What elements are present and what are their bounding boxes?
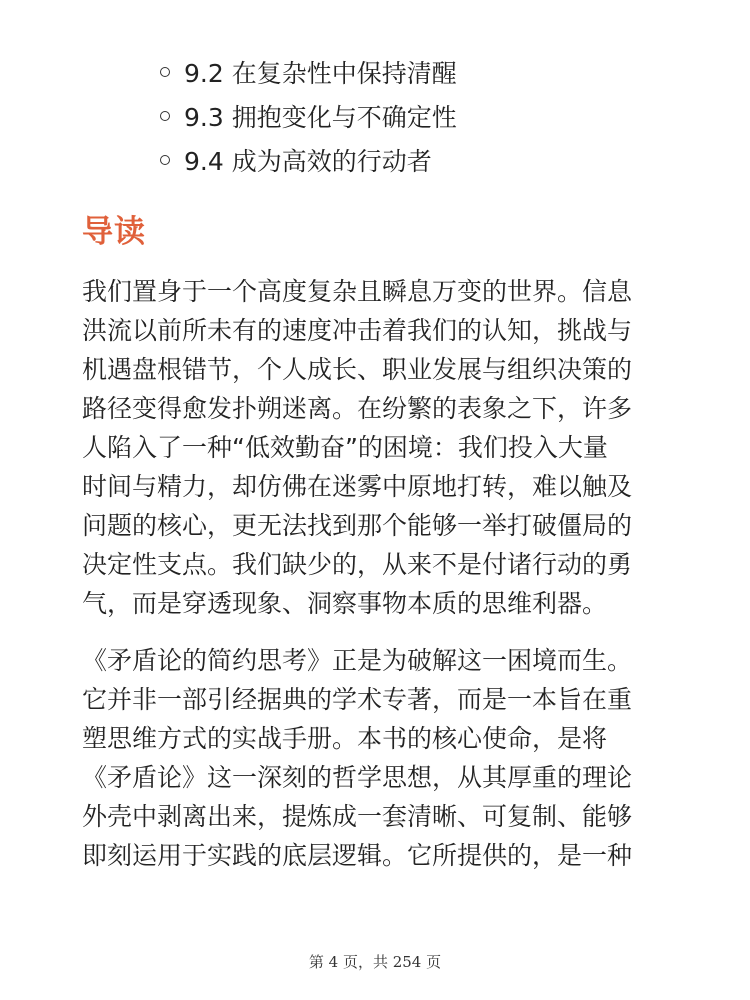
circle-bullet-icon [160, 67, 170, 77]
paragraph-line: 决定性支点。我们缺少的，从来不是付诸行动的勇 [82, 550, 633, 579]
toc-item-9-2[interactable] [160, 50, 457, 94]
paragraph-line: 洪流以前所未有的速度冲击着我们的认知，挑战与 [82, 316, 633, 345]
toc-item-9-4[interactable] [160, 138, 457, 182]
toc-item-9-3[interactable] [160, 94, 457, 138]
paragraph-line: 即刻运用于实践的底层逻辑。它所提供的，是一种 [82, 841, 633, 870]
toc-item-label: 9.2 在复杂性中保持清醒 [184, 59, 457, 88]
paragraph-line: 人陷入了一种“低效勤奋”的困境：我们投入大量 [82, 433, 608, 462]
paragraph-line: 塑思维方式的实战手册。本书的核心使命，是将 [82, 724, 608, 753]
page-number-footer: 第 4 页，共 254 页 [308, 953, 442, 971]
paragraph-line: 《矛盾论》这一深刻的哲学思想，从其厚重的理论 [82, 763, 633, 792]
circle-bullet-icon [160, 155, 170, 165]
section-heading: 导读 [82, 214, 146, 250]
paragraph-line: 它并非一部引经据典的学术专著，而是一本旨在重 [82, 685, 633, 714]
paragraph-line: 时间与精力，却仿佛在迷雾中原地打转，难以触及 [82, 472, 633, 501]
toc-item-label: 9.4 成为高效的行动者 [184, 147, 432, 176]
paragraph-2 [82, 641, 632, 875]
paragraph-line: 气，而是穿透现象、洞察事物本质的思维利器。 [82, 589, 608, 618]
paragraph-1 [82, 272, 632, 623]
table-of-contents [160, 50, 457, 182]
paragraph-line: 我们置身于一个高度复杂且瞬息万变的世界。信息 [82, 277, 633, 306]
paragraph-line: 机遇盘根错节，个人成长、职业发展与组织决策的 [82, 355, 633, 384]
paragraph-line: 外壳中剥离出来，提炼成一套清晰、可复制、能够 [82, 802, 633, 831]
paragraph-line: 路径变得愈发扑朔迷离。在纷繁的表象之下，许多 [82, 394, 633, 423]
circle-bullet-icon [160, 111, 170, 121]
paragraph-line: 《矛盾论的简约思考》正是为破解这一困境而生。 [82, 646, 633, 675]
toc-item-label: 9.3 拥抱变化与不确定性 [184, 103, 457, 132]
paragraph-line: 问题的核心，更无法找到那个能够一举打破僵局的 [82, 511, 633, 540]
